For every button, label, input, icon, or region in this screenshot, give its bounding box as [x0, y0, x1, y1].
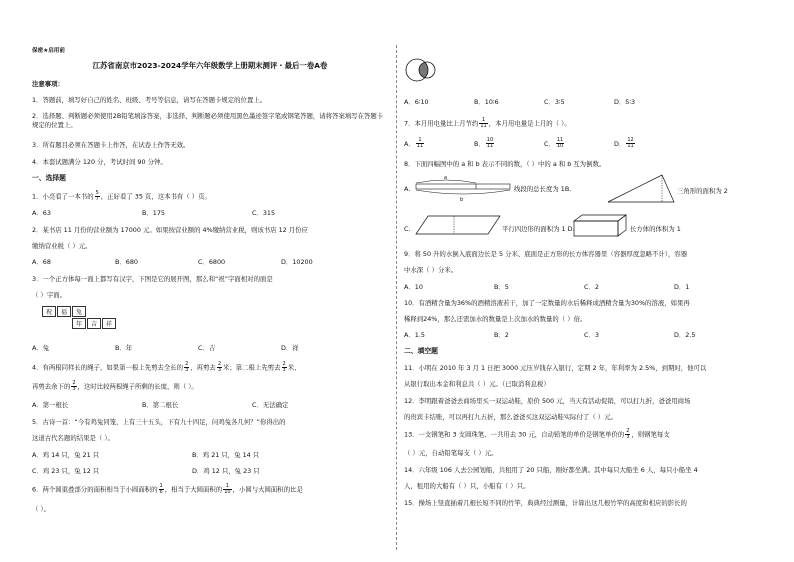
q7-stem: 7．本月用电量比上月节约 $\frac{1}{11}$ ，本月用电量是上月的（ ）。 — [404, 117, 571, 129]
q4-option-b[interactable]: B．第二根长 — [142, 401, 179, 409]
net-cell: 祝 — [42, 306, 56, 317]
q3-options — [32, 344, 299, 353]
net-cell: 兔 — [72, 306, 86, 317]
q15-line1: 15．操场上竖直插着几根长短不同的竹竿，典典经过测量，计算出这几根竹竿的高度和相应的影长的 — [404, 499, 687, 507]
note-3: 3．所有题目必须在答题卡上作答，在试卷上作答无效。 — [32, 141, 190, 149]
q7-options — [404, 138, 636, 149]
q5-line1: 5．古诗一首：“今有鸡兔同笼，上有三十五头，下有九十四足，问鸡兔各几何？”你得出的 — [32, 418, 286, 426]
q2-line1: 2．某书店 11 月份的营业额为 17000 元。如果按营业额的 4%缴纳营业税，则该书店 12 月份应 — [32, 226, 308, 234]
q3-line2: （ ）字面。 — [32, 291, 66, 299]
q1-options — [32, 209, 275, 218]
q1-pre: 1．小亮看了一本书的 — [32, 192, 94, 201]
q6-option-d[interactable]: D．5∶3 — [614, 98, 636, 106]
q8-line1: 8．下面四幅图中的 a 和 b 表示不同的数，（ ）中的 a 和 b 互为倒数。 — [404, 160, 606, 168]
q5-option-b[interactable]: B．鸡 21 只，兔 14 只 — [192, 451, 260, 459]
q12-line1: 12．李明跟着爸爸去商场里买一双运动鞋，原价 500 元，当天有活动促销，可以打九折，爸爸用商场 — [404, 397, 691, 405]
note-2: 2．选择题、判断题必须使用2B铅笔填涂答案，非选择、判断题必须使用黑色墨迹签字笔或钢笔答题，请将答案填写在答题卡规定的位置上。 — [32, 112, 384, 129]
q10-option-c[interactable]: C．3 — [584, 331, 599, 339]
q1-stem — [32, 191, 211, 202]
notes-heading: 注意事项： — [32, 80, 64, 88]
q2-option-b[interactable]: B．680 — [115, 258, 138, 266]
q3-line1: 3．一个正方体每一面上都写有汉字，下图是它的展开图，那么和“祝”字面相对的面是 — [32, 275, 273, 283]
net-cell: 年 — [72, 318, 86, 329]
note-4: 4．本套试题满分 120 分，考试时间 90 分钟。 — [32, 158, 167, 166]
q8-figure-d-text: 长方体的体积为 1 — [630, 225, 681, 233]
seg-b-label: b — [460, 197, 464, 203]
q5-option-c[interactable]: C．鸡 23 只，兔 12 只 — [32, 467, 100, 475]
segment-figure — [414, 174, 514, 204]
q3-option-b[interactable]: B．年 — [115, 344, 133, 352]
q9-line1: 9．将 50 升的水倒入底面边长是 5 分米、底面是正方形的长方体容器里（容器厚度忽略不计），容器 — [404, 250, 688, 258]
q1-option-c[interactable]: C．315 — [252, 209, 276, 217]
q13-line2: （ ）元，自动铅笔每支（ ）元。 — [404, 449, 498, 457]
q8-label-c: C. — [404, 225, 411, 233]
q10-line1: 10．有酒精含量为36%的酒精溶液若干，加了一定数量的水后稀释成酒精含量为30%的溶液，如果再 — [404, 299, 690, 307]
q10-option-a[interactable]: A．1.5 — [404, 331, 425, 339]
q10-option-b[interactable]: B．2 — [494, 331, 509, 339]
q7-option-b[interactable]: B． $\frac{10}{11}$ — [474, 137, 494, 149]
q6-option-c[interactable]: C．3∶5 — [544, 98, 565, 106]
q11-line1: 11．小明在 2010 年 3 月 1 日把 3000 元压岁钱存入银行，定期 2 年，年利率为 2.5%，到期时，他可以 — [404, 364, 707, 372]
q9-option-d[interactable]: D．1 — [674, 283, 690, 291]
q8-figure-c-text: 平行四边形的面积为 1 D. — [502, 225, 575, 233]
column-divider — [396, 45, 397, 550]
q6-option-a[interactable]: A．6∶10 — [404, 98, 429, 106]
q9-option-c[interactable]: C．2 — [584, 283, 599, 291]
net-cell: 吉 — [87, 318, 101, 329]
q4-option-a[interactable]: A．第一根长 — [32, 401, 69, 409]
q3-option-a[interactable]: A．兔 — [32, 344, 50, 352]
cuboid-figure — [572, 212, 630, 238]
q12-line2: 的贵宾卡结账，可以再打九五折，那么爸爸买这双运动鞋实际付了（ ）元。 — [404, 413, 617, 421]
q2-option-c[interactable]: C．6800 — [198, 258, 226, 266]
parallelogram-figure — [414, 212, 504, 238]
secret-label: 保密★启用前 — [32, 48, 65, 54]
q2-option-d[interactable]: D．10200 — [281, 258, 313, 266]
q10-option-d[interactable]: D．2.5 — [674, 331, 696, 339]
q9-option-b[interactable]: B．5 — [494, 283, 509, 291]
q6-line2: （ ）。 — [32, 505, 51, 513]
q7-option-d[interactable]: D． $\frac{12}{11}$ — [614, 137, 634, 149]
seg-a-label: a — [444, 175, 448, 181]
page-title: 江苏省南京市2023-2024学年六年级数学上册期末测评・最后一卷A卷 — [92, 61, 328, 70]
q4-line2: 再剪去余下的 $\frac{2}{3}$ ，这时比较两根绳子所剩的长度，则（ ）。 — [32, 380, 198, 392]
q7-option-a[interactable]: A． $\frac{1}{11}$ — [404, 137, 424, 149]
q1-option-a[interactable]: A．63 — [32, 209, 51, 217]
q14-line2: 人，租用的大船有（ ）只，小船有（ ）只。 — [404, 482, 530, 490]
note-1: 1．答题前，填写好自己的姓名、班级、考号等信息，请写在答题卡规定的位置上。 — [32, 96, 267, 104]
overlapping-circles-figure — [404, 56, 444, 84]
q4-options — [32, 401, 288, 410]
q5-option-a[interactable]: A．鸡 14 只，兔 21 只 — [32, 451, 100, 459]
q1-option-b[interactable]: B．175 — [142, 209, 165, 217]
q9-option-a[interactable]: A．10 — [404, 283, 423, 291]
q9-line2: 中水深（ ）分米。 — [404, 266, 458, 274]
net-cell: 祥 — [102, 318, 116, 329]
section-fill-heading: 二、填空题 — [404, 347, 438, 355]
q2-option-a[interactable]: A．68 — [32, 258, 51, 266]
q8-figure-a-text: 线段的总长度为 1B. — [514, 185, 572, 193]
q2-line2: 缴纳营业税（ ）元。 — [32, 242, 92, 250]
q8-figure-b-text: 三角形的面积为 2 — [677, 187, 728, 195]
q1-post: ，正好看了 35 页，这本书有（ ）页。 — [100, 192, 211, 201]
q5-options-row2 — [32, 467, 260, 476]
q6-line1: 6．两个圆重叠部分的面积相当于小圆面积的 $\frac{1}{6}$ ，相当于大圆面积的 $\frac{1}{10}$ ，小圆与大圆面积的比是 — [32, 483, 303, 495]
q3-option-d[interactable]: D．祥 — [281, 344, 299, 352]
q8-label-a: A. — [404, 185, 411, 193]
q7-option-c[interactable]: C． $\frac{11}{10}$ — [544, 137, 564, 149]
q5-option-d[interactable]: D．鸡 12 只，兔 23 只 — [192, 467, 260, 475]
net-cell: 福 — [57, 306, 71, 317]
q3-option-c[interactable]: C．吉 — [198, 344, 216, 352]
section-choice-heading: 一、选择题 — [32, 174, 66, 182]
q13-line1: 13．一支钢笔和 3 支圆珠笔，一共用去 30 元，自动铅笔的单价是钢笔单价的 $\frac{2}{3}$ ，则钢笔每支 — [404, 428, 670, 440]
q4-option-c[interactable]: C．无法确定 — [252, 401, 289, 409]
q11-line2: 从银行取出本金和利息共（ ）元。（已取消利息税） — [404, 380, 550, 388]
q14-line1: 14．六年级 106 人去公园划船，共租用了 20 只船，刚好都坐满。其中每只大船坐 6 人，每只小船坐 4 — [404, 466, 698, 474]
q5-options-row1 — [32, 451, 259, 460]
q4-line1: 4．有两根同样长的绳子，如果第一根上先剪去全长的 $\frac{2}{3}$ ，再剪去 $\frac{2}{3}$ 米；第二根上先剪去 $\frac{2}{3}$ 米， — [32, 361, 301, 373]
q10-options — [404, 331, 695, 340]
q10-line2: 稀释到24%，那么还需加水的数量是上次加水的数量的（ ）倍。 — [404, 315, 587, 323]
q6-option-b[interactable]: B．10∶6 — [474, 98, 499, 106]
q5-line2: 这道古代名题的结果是（ ）。 — [32, 434, 114, 442]
q9-options — [404, 283, 689, 292]
q1-fraction: $\frac{5}{7}$ — [95, 190, 99, 202]
q6-options — [404, 98, 635, 107]
q2-options — [32, 258, 313, 267]
